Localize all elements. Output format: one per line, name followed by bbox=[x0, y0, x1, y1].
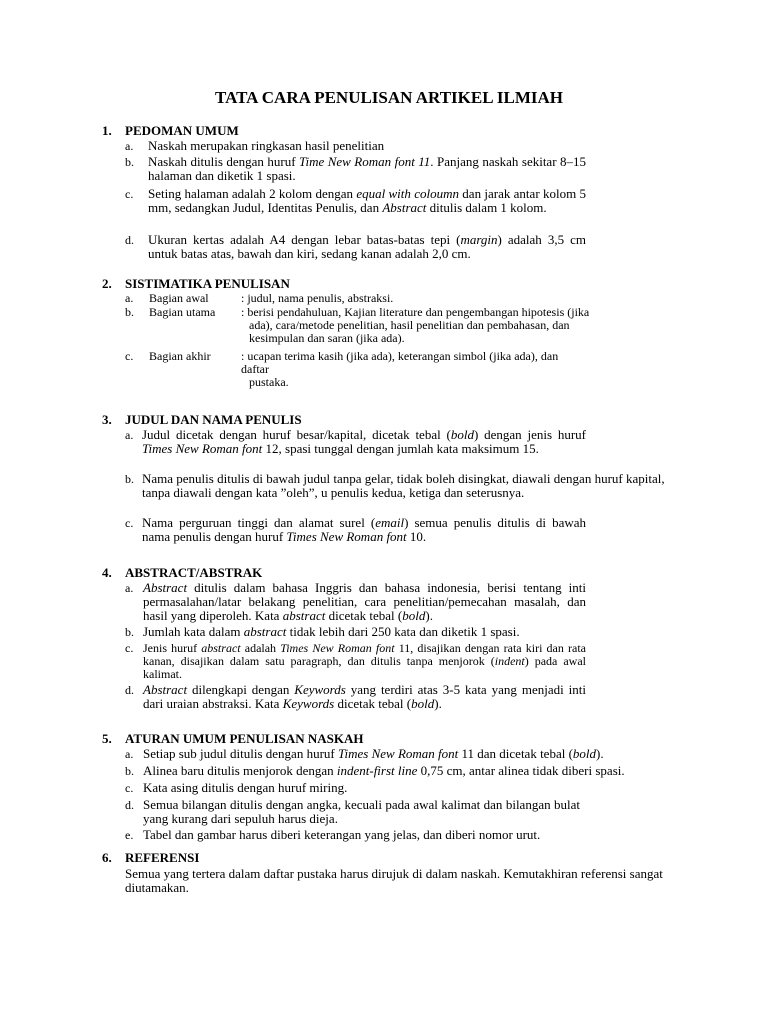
section-judul-dan-nama-penulis bbox=[102, 413, 668, 544]
list-item: c. Jenis huruf abstract adalah Times New Roman font 11, disajikan dengan rata kiri dan rata kanan, disajikan dalam satu paragraph, dan ditulis tanpa menjorok (indent) pada awal kalimat. bbox=[125, 641, 586, 681]
list-item: a. Judul dicetak dengan huruf besar/kapital, dicetak tebal (bold) dengan jenis huruf Times New Roman font 12, spasi tunggal dengan jumlah kata maksimum 15. bbox=[125, 427, 586, 456]
list-item: e. Tabel dan gambar harus diberi keterangan yang jelas, dan diberi nomor urut. bbox=[125, 827, 541, 842]
section-heading: 2. SISTIMATIKA PENULISAN bbox=[102, 276, 290, 291]
document-title: TATA CARA PENULISAN ARTIKEL ILMIAH bbox=[215, 88, 563, 107]
section-heading: 1. PEDOMAN UMUM bbox=[102, 123, 239, 138]
section-aturan-umum bbox=[102, 731, 625, 842]
section-heading: 3. JUDUL DAN NAMA PENULIS bbox=[102, 412, 302, 427]
list-item: b. Jumlah kata dalam abstract tidak lebih dari 250 kata dan diketik 1 spasi. bbox=[125, 624, 520, 639]
list-item: b. Alinea baru ditulis menjorok dengan indent-first line 0,75 cm, antar alinea tidak diberi spasi. bbox=[125, 763, 625, 778]
list-item: a. Abstract ditulis dalam bahasa Inggris dan bahasa indonesia, berisi tentang inti permasalahan/latar belakang penelitian, cara penelitian/pemecahan masalah, dan hasil yang diperoleh. Kata abstract dicetak tebal (bold). bbox=[125, 580, 586, 623]
list-item: c. Nama perguruan tinggi dan alamat surel (email) semua penulis ditulis di bawah nama penulis dengan huruf Times New Roman font 10. bbox=[125, 515, 586, 544]
section-heading: 6. REFERENSI bbox=[102, 850, 200, 865]
list-item: d. Semua bilangan ditulis dengan angka, kecuali pada awal kalimat dan bilangan bulat yang kurang dari sepuluh harus dieja. bbox=[125, 797, 580, 826]
section-sistimatika-penulisan bbox=[102, 277, 662, 389]
section-referensi bbox=[102, 851, 674, 895]
list-item: d. Abstract dilengkapi dengan Keywords yang terdiri atas 3-5 kata yang menjadi inti dari uraian abstraksi. Kata Keywords dicetak tebal (bold). bbox=[125, 682, 586, 711]
list-item: a. Setiap sub judul ditulis dengan huruf Times New Roman font 11 dan dicetak tebal (bold). bbox=[125, 746, 604, 761]
section-heading: 5. ATURAN UMUM PENULISAN NASKAH bbox=[102, 731, 364, 746]
list-item: b. Nama penulis ditulis di bawah judul tanpa gelar, tidak boleh disingkat, diawali dengan huruf kapital, tanpa diawali dengan kata ”oleh”, u penulis kedua, ketiga dan seterusnya. bbox=[125, 471, 665, 500]
list-item: c. Kata asing ditulis dengan huruf miring. bbox=[125, 780, 348, 795]
list-item: a. Bagian awal : judul, nama penulis, abstraksi. bbox=[125, 291, 394, 305]
paragraph: Semua yang tertera dalam daftar pustaka harus dirujuk di dalam naskah. Kemutakhiran referensi sangat diutamakan. bbox=[125, 866, 663, 895]
list-item: d. Ukuran kertas adalah A4 dengan lebar batas-batas tepi (margin) adalah 3,5 cm untuk batas atas, bawah dan kiri, sedang kanan adalah 2,0 cm. bbox=[125, 232, 586, 261]
list-item: a. Naskah merupakan ringkasan hasil penelitian bbox=[125, 138, 385, 153]
section-heading: 4. ABSTRACT/ABSTRAK bbox=[102, 565, 263, 580]
list-item: b. Naskah ditulis dengan huruf Time New Roman font 11. Panjang naskah sekitar 8–15 halaman dan diketik 1 spasi. bbox=[125, 154, 586, 183]
list-item: c. Bagian akhir : ucapan terima kasih (jika ada), keterangan simbol (jika ada), dan daftar pustaka. bbox=[125, 349, 559, 389]
section-abstract bbox=[102, 566, 586, 711]
list-item: c. Seting halaman adalah 2 kolom dengan equal with coloumn dan jarak antar kolom 5 mm, sedangkan Judul, Identitas Penulis, dan Abstract ditulis dalam 1 kolom. bbox=[125, 186, 586, 215]
section-pedoman-umum bbox=[102, 124, 586, 261]
list-item: b. Bagian utama : berisi pendahuluan, Kajian literature dan pengembangan hipotesis (jika ada), cara/metode penelitian, hasil penelitian dan pembahasan, dan kesimpulan dan saran (jika ada). bbox=[125, 305, 590, 345]
